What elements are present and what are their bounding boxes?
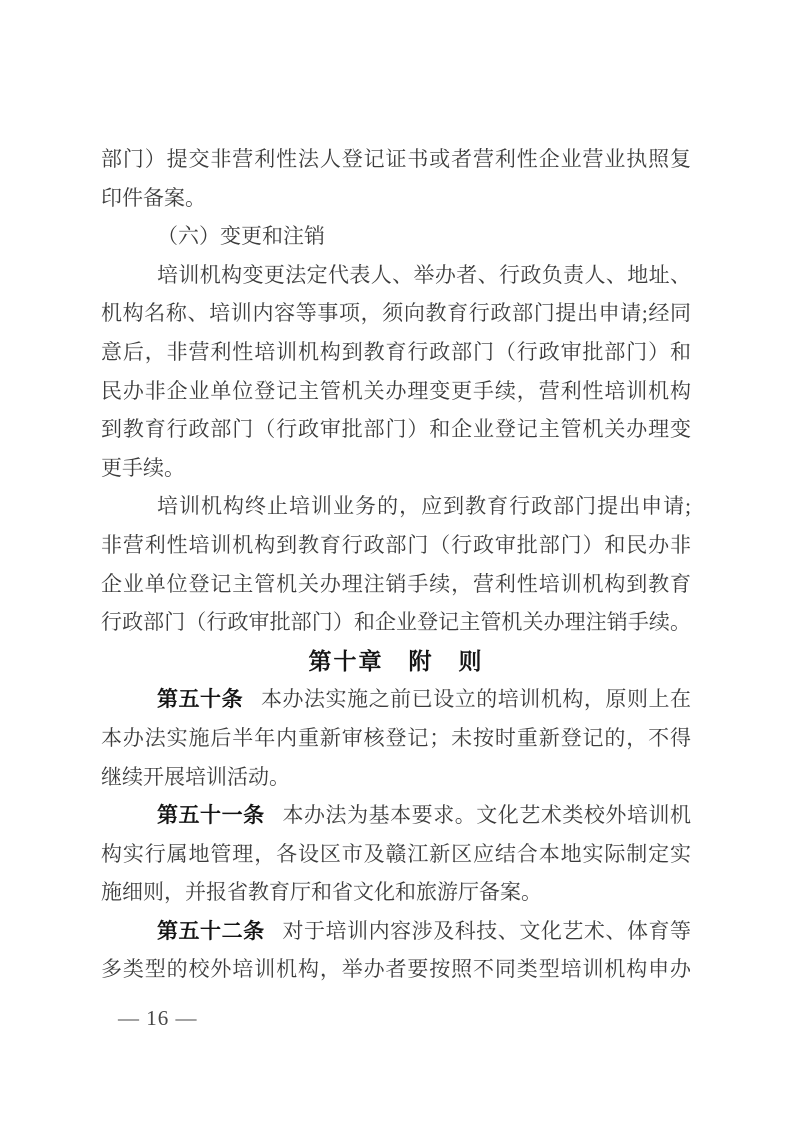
text-line xyxy=(101,912,691,951)
text-line: 构实行属地管理，各设区市及赣江新区应结合本地实际制定实 xyxy=(101,841,691,866)
article-text: 本办法为基本要求。文化艺术类校外培训机 xyxy=(282,803,692,828)
text-line: 行政部门（行政审批部门）和企业登记主管机关办理注销手续。 xyxy=(101,610,691,635)
text-line: 企业单位登记主管机关办理注销手续，营利性培训机构到教育 xyxy=(101,571,691,596)
article-number: 第五十条 xyxy=(157,688,244,712)
page-number: — 16 — xyxy=(118,1006,198,1030)
text-line: （六）变更和注销 xyxy=(157,224,325,249)
text-line xyxy=(101,796,691,835)
text-line: 继续开展培训活动。 xyxy=(101,764,290,789)
text-line: 本办法实施后半年内重新审核登记；未按时重新登记的，不得 xyxy=(101,725,691,750)
document-body xyxy=(101,140,691,989)
text-line: 更手续。 xyxy=(101,455,185,480)
article-number: 第五十二条 xyxy=(157,919,265,943)
text-line: 意后，非营利性培训机构到教育行政部门（行政审批部门）和 xyxy=(101,339,691,364)
text-line: 民办非企业单位登记主管机关办理变更手续，营利性培训机构 xyxy=(101,378,691,403)
chapter-heading: 第十章 附 则 xyxy=(308,647,484,674)
article-text: 对于培训内容涉及科技、文化艺术、体育等 xyxy=(282,918,692,943)
text-line: 培训机构变更法定代表人、举办者、行政负责人、地址、 xyxy=(157,262,691,287)
text-line: 施细则，并报省教育厅和省文化和旅游厅备案。 xyxy=(101,880,542,905)
text-line: 非营利性培训机构到教育行政部门（行政审批部门）和民办非 xyxy=(101,532,691,557)
text-line: 培训机构终止培训业务的，应到教育行政部门提出申请; xyxy=(157,494,691,519)
text-line: 印件备案。 xyxy=(101,185,206,210)
text-line: 部门）提交非营利性法人登记证书或者营利性企业营业执照复 xyxy=(101,147,691,171)
text-line: 到教育行政部门（行政审批部门）和企业登记主管机关办理变 xyxy=(101,417,691,442)
text-line: 机构名称、培训内容等事项，须向教育行政部门提出申请;经同 xyxy=(101,301,691,326)
article-text: 本办法实施之前已设立的培训机构，原则上在 xyxy=(260,687,692,712)
article-number: 第五十一条 xyxy=(157,804,265,828)
text-line xyxy=(101,680,691,719)
text-line: 多类型的校外培训机构，举办者要按照不同类型培训机构申办 xyxy=(101,957,691,982)
